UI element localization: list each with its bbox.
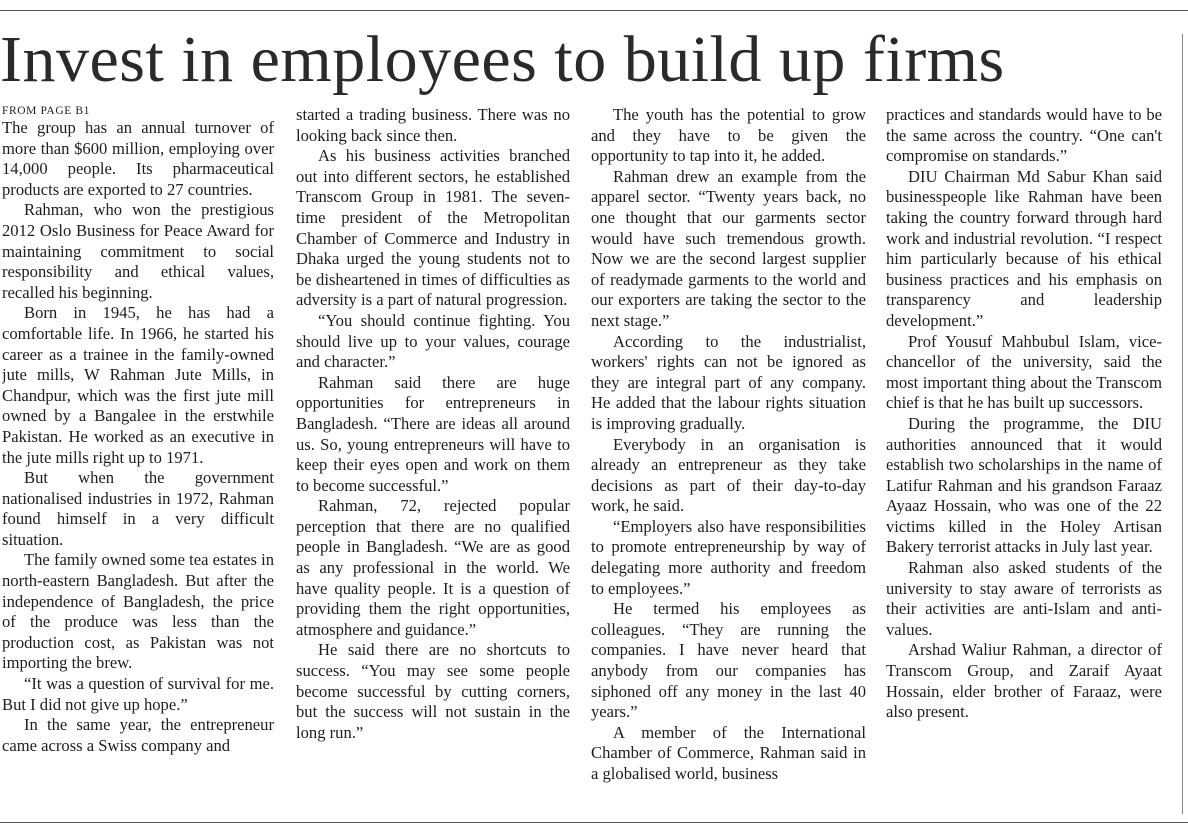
paragraph: Born in 1945, he has had a comfortable life. In 1966, he started his career as a trainee in the family-owned jute mills, W Rahman Jute Mills, in Chandpur, which was the first jute mill owned by a Bangalee in the erstwhile Pakistan. He worked as an executive in the jute mills right up to 1971. <box>2 303 274 467</box>
paragraph: According to the industrialist, workers' rights can not be ignored as they are integral part of any company. He added that the labour rights situation is improving gradually. <box>591 331 866 433</box>
paragraph: A member of the International Chamber of Commerce, Rahman said in a globalised world, business <box>591 722 866 783</box>
paragraph: He said there are no shortcuts to success. “You may see some people become successful by cutting corners, but the success will not sustain in the long run.” <box>296 640 570 742</box>
page-edge-rule <box>1182 34 1183 814</box>
paragraph: practices and standards would have to be the same across the country. “One can't compromise on standards.” <box>886 105 1162 166</box>
headline: Invest in employees to build up firms <box>0 23 1005 96</box>
paragraph: Arshad Waliur Rahman, a director of Transcom Group, and Zaraif Ayaat Hossain, elder brother of Faraaz, were also present. <box>886 640 1162 722</box>
top-rule <box>0 10 1188 11</box>
paragraph: “It was a question of survival for me. But I did not give up hope.” <box>2 674 274 714</box>
paragraph: Rahman, 72, rejected popular perception that there are no qualified people in Bangladesh. “We are as good as any professional in the world. We have quality people. It is a question of providing them the right opportunities, atmosphere and guidance.” <box>296 496 570 639</box>
paragraph: started a trading business. There was no looking back since then. <box>296 105 570 145</box>
paragraph: The youth has the potential to grow and they have to be given the opportunity to tap into it, he added. <box>591 105 866 166</box>
paragraph: Rahman said there are huge opportunities for entrepreneurs in Bangladesh. “There are ideas all around us. So, young entrepreneurs will have to keep their eyes open and work on them to become successful.” <box>296 372 570 495</box>
paragraph: The family owned some tea estates in north-eastern Bangladesh. But after the independence of Bangladesh, the price of the produce was less than the production cost, as Pakistan was not importing the brew. <box>2 550 274 673</box>
column-3 <box>591 105 866 817</box>
jump-line: FROM PAGE B1 <box>2 105 90 117</box>
column-4 <box>886 105 1162 817</box>
paragraph: He termed his employees as colleagues. “They are running the companies. I have never heard that anybody from our companies has siphoned off any money in the last 40 years.” <box>591 599 866 722</box>
column-1 <box>2 105 274 817</box>
paragraph: Prof Yousuf Mahbubul Islam, vice-chancellor of the university, said the most important thing about the Transcom chief is that he has built up successors. <box>886 331 1162 413</box>
paragraph: DIU Chairman Md Sabur Khan said businesspeople like Rahman have been taking the country forward through hard work and industrial revolution. “I respect him particularly because of his ethical business practices and his emphasis on transparency and leadership development.” <box>886 166 1162 330</box>
paragraph: “You should continue fighting. You should live up to your values, courage and character.” <box>296 310 570 372</box>
paragraph: “Employers also have responsibilities to promote entrepreneurship by way of delegating more authority and freedom to employees.” <box>591 516 866 598</box>
column-2 <box>296 105 570 817</box>
paragraph: Rahman also asked students of the university to stay aware of terrorists as their activities are anti-Islam and anti-values. <box>886 558 1162 639</box>
paragraph: As his business activities branched out into different sectors, he established Transcom Group in 1981. The seven-time president of the Metropolitan Chamber of Commerce and Industry in Dhaka urged the young students not to be disheartened in times of difficulties as adversity is a part of natural progression. <box>296 146 570 310</box>
paragraph: The group has an annual turnover of more than $600 million, employing over 14,000 people. Its pharmaceutical products are exported to 27 countries. <box>2 118 274 199</box>
paragraph: But when the government nationalised industries in 1972, Rahman found himself in a very difficult situation. <box>2 468 274 549</box>
paragraph: Everybody in an organisation is already an entrepreneur as they take decisions as part of their day-to-day work, he said. <box>591 434 866 516</box>
paragraph: Rahman drew an example from the apparel sector. “Twenty years back, no one thought that our garments sector would have such tremendous growth. Now we are the second largest supplier of readymade garments to the world and our exporters are taking the sector to the next stage.” <box>591 166 866 330</box>
paragraph: In the same year, the entrepreneur came across a Swiss company and <box>2 715 274 755</box>
paragraph: During the programme, the DIU authorities announced that it would establish two scholarships in the name of Latifur Rahman and his grandson Faraaz Ayaaz Hossain, who was one of the 22 victims killed in the Holey Artisan Bakery terrorist attacks in July last year. <box>886 413 1162 557</box>
paragraph: Rahman, who won the prestigious 2012 Oslo Business for Peace Award for maintaining commitment to social responsibility and ethical values, recalled his beginning. <box>2 200 274 302</box>
bottom-rule <box>0 822 1188 823</box>
